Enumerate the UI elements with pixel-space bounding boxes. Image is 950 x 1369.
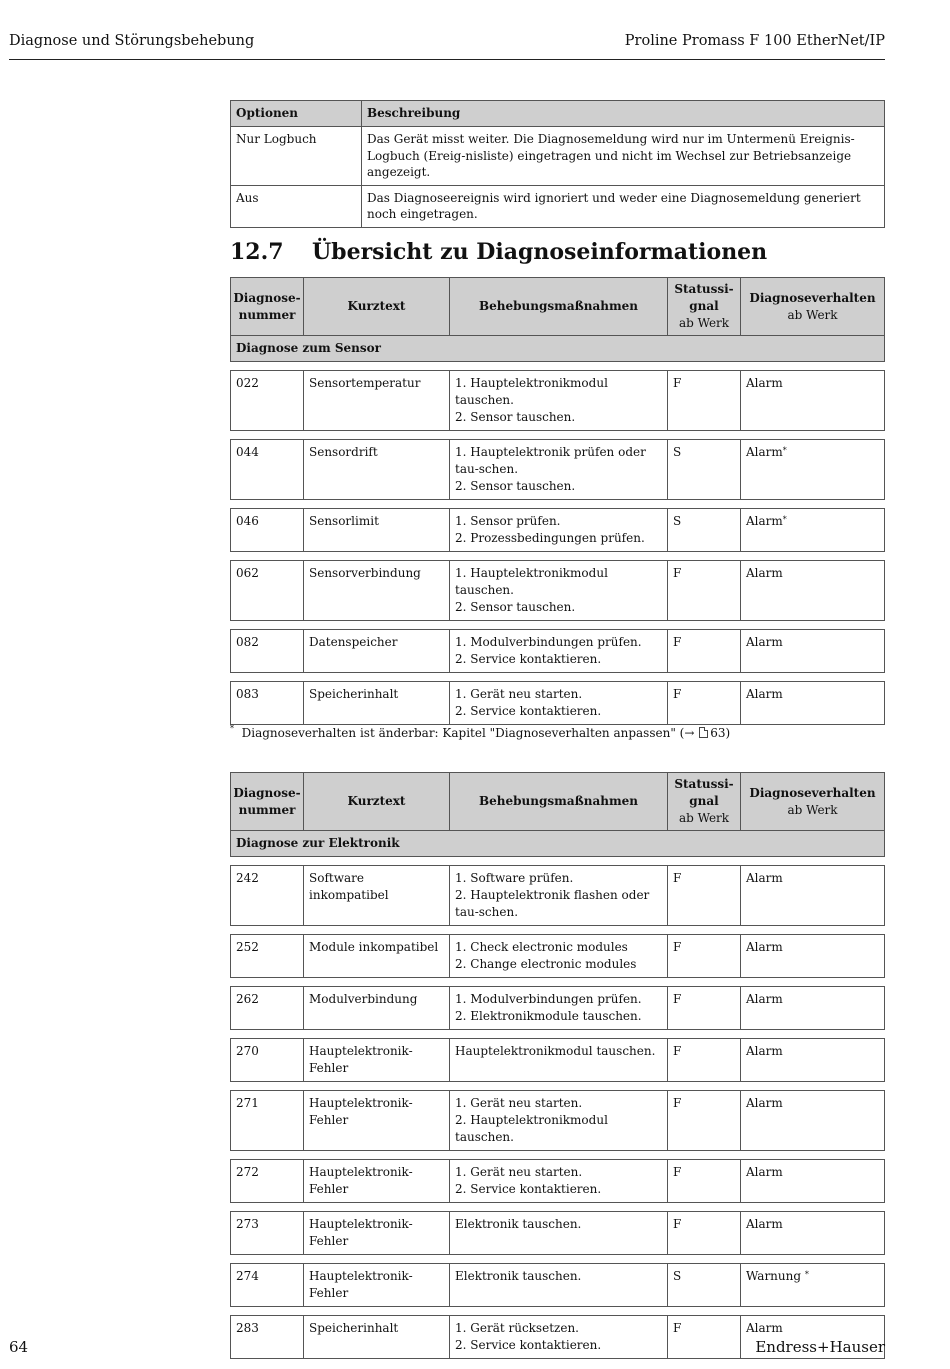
table-row	[231, 561, 885, 621]
row-spacer	[231, 500, 885, 509]
diagnostic-behavior: Alarm	[741, 371, 885, 431]
diagnosis-number: 082	[231, 630, 304, 673]
table-row	[231, 935, 885, 978]
row-spacer	[231, 857, 885, 866]
diagnostic-behavior: Alarm	[741, 1160, 885, 1203]
arrow-right-icon: →	[684, 726, 695, 740]
diagnosis-number: 274	[231, 1264, 304, 1307]
status-signal: F	[668, 630, 741, 673]
row-spacer	[231, 552, 885, 561]
short-text: Speicherinhalt	[304, 1316, 450, 1359]
remedy: 1. Check electronic modules 2. Change electronic modules	[450, 935, 668, 978]
header-remedy: Behebungsmaßnahmen	[450, 278, 668, 336]
table-row	[231, 987, 885, 1030]
status-signal: F	[668, 866, 741, 926]
header-diagnostic-behavior: Diagnoseverhalten ab Werk	[741, 773, 885, 831]
remedy: 1. Gerät neu starten. 2. Service kontaktieren.	[450, 1160, 668, 1203]
diag-table-header	[231, 278, 885, 336]
remedy: Hauptelektronikmodul tauschen.	[450, 1039, 668, 1082]
diagnosis-number: 083	[231, 682, 304, 725]
section-heading	[230, 239, 767, 265]
short-text: Module inkompatibel	[304, 935, 450, 978]
header-diagnosis-number: Diagnose- nummer	[231, 773, 304, 831]
row-spacer	[231, 673, 885, 682]
remedy: 1. Gerät rücksetzen. 2. Service kontaktieren.	[450, 1316, 668, 1359]
diagnostic-behavior: Alarm	[741, 1091, 885, 1151]
status-signal: S	[668, 509, 741, 552]
diag-table-header	[231, 773, 885, 831]
diagnostic-behavior: Alarm	[741, 630, 885, 673]
row-spacer	[231, 1151, 885, 1160]
short-text: Sensorlimit	[304, 509, 450, 552]
remedy: 1. Sensor prüfen. 2. Prozessbedingungen prüfen.	[450, 509, 668, 552]
short-text: Hauptelektronik-Fehler	[304, 1264, 450, 1307]
diagnosis-number: 252	[231, 935, 304, 978]
short-text: Datenspeicher	[304, 630, 450, 673]
footnote-close: )	[725, 726, 731, 740]
row-spacer	[231, 1307, 885, 1316]
status-signal: F	[668, 1160, 741, 1203]
diagnosis-number: 022	[231, 371, 304, 431]
status-signal: F	[668, 561, 741, 621]
diagnostic-behavior: Alarm	[741, 866, 885, 926]
header-remedy: Behebungsmaßnahmen	[450, 773, 668, 831]
diagnostic-behavior: Alarm	[741, 935, 885, 978]
header-diagnostic-behavior: Diagnoseverhalten ab Werk	[741, 278, 885, 336]
row-spacer	[231, 1030, 885, 1039]
diagnostic-behavior: Alarm*	[741, 509, 885, 552]
diagnostic-behavior: Alarm*	[741, 440, 885, 500]
header-status-signal: Statussi- gnal ab Werk	[668, 773, 741, 831]
remedy: 1. Gerät neu starten. 2. Hauptelektronikmodul tauschen.	[450, 1091, 668, 1151]
table-row	[231, 682, 885, 725]
remedy: Elektronik tauschen.	[450, 1212, 668, 1255]
short-text: Hauptelektronik-Fehler	[304, 1091, 450, 1151]
status-signal: F	[668, 1039, 741, 1082]
table-row	[231, 127, 885, 186]
header-short-text: Kurztext	[304, 278, 450, 336]
remedy: 1. Gerät neu starten. 2. Service kontaktieren.	[450, 682, 668, 725]
category-row	[231, 336, 885, 362]
sensor-diagnostics-table	[230, 277, 885, 725]
footnote-mark: *	[804, 1270, 809, 1279]
status-signal: F	[668, 987, 741, 1030]
status-signal: F	[668, 1212, 741, 1255]
header-status-signal: Statussi- gnal ab Werk	[668, 278, 741, 336]
option-description: Das Diagnoseereignis wird ignoriert und weder eine Diagnosemeldung generiert noch eingetragen.	[362, 185, 885, 227]
category-row	[231, 831, 885, 857]
footnote-text: Diagnoseverhalten ist änderbar: Kapitel "Diagnoseverhalten anpassen" (	[241, 726, 685, 740]
row-spacer	[231, 431, 885, 440]
status-signal: S	[668, 440, 741, 500]
diagnosis-number: 062	[231, 561, 304, 621]
diagnosis-number: 242	[231, 866, 304, 926]
short-text: Software inkompatibel	[304, 866, 450, 926]
table-row	[231, 1264, 885, 1307]
chapter-title: Diagnose und Störungsbehebung	[9, 33, 255, 49]
diagnosis-number: 283	[231, 1316, 304, 1359]
short-text: Sensortemperatur	[304, 371, 450, 431]
remedy: 1. Modulverbindungen prüfen. 2. Service kontaktieren.	[450, 630, 668, 673]
short-text: Hauptelektronik-Fehler	[304, 1160, 450, 1203]
section-title: Übersicht zu Diagnoseinformationen	[312, 239, 768, 265]
diagnosis-number: 046	[231, 509, 304, 552]
remedy: 1. Hauptelektronik prüfen oder tau-schen. 2. Sensor tauschen.	[450, 440, 668, 500]
row-spacer	[231, 926, 885, 935]
diagnostic-behavior: Alarm	[741, 682, 885, 725]
row-spacer	[231, 621, 885, 630]
options-table-header	[231, 101, 885, 127]
option-name: Nur Logbuch	[231, 127, 362, 186]
remedy: 1. Software prüfen. 2. Hauptelektronik flashen oder tau-schen.	[450, 866, 668, 926]
category-label: Diagnose zum Sensor	[231, 336, 885, 362]
status-signal: S	[668, 1264, 741, 1307]
diagnosis-number: 262	[231, 987, 304, 1030]
short-text: Modulverbindung	[304, 987, 450, 1030]
row-spacer	[231, 978, 885, 987]
options-table	[230, 100, 885, 228]
table-row	[231, 440, 885, 500]
brand-name: Endress+Hauser	[755, 1338, 885, 1356]
table-row	[231, 1091, 885, 1151]
option-name: Aus	[231, 185, 362, 227]
diagnosis-number: 270	[231, 1039, 304, 1082]
diagnosis-number: 044	[231, 440, 304, 500]
table-row	[231, 371, 885, 431]
row-spacer	[231, 1255, 885, 1264]
remedy: Elektronik tauschen.	[450, 1264, 668, 1307]
remedy: 1. Modulverbindungen prüfen. 2. Elektronikmodule tauschen.	[450, 987, 668, 1030]
diagnostic-behavior: Alarm	[741, 561, 885, 621]
footnote-mark: *	[230, 724, 234, 733]
diagnosis-number: 272	[231, 1160, 304, 1203]
header-diagnosis-number: Diagnose- nummer	[231, 278, 304, 336]
diagnostic-behavior: Warnung *	[741, 1264, 885, 1307]
diagnosis-number: 271	[231, 1091, 304, 1151]
short-text: Sensorverbindung	[304, 561, 450, 621]
electronics-diagnostics-table	[230, 772, 885, 1359]
row-spacer	[231, 1203, 885, 1212]
diagnostic-behavior: Alarm	[741, 1316, 885, 1359]
page-number: 64	[9, 1338, 29, 1356]
page-reference-icon	[699, 727, 708, 738]
diagnosis-number: 273	[231, 1212, 304, 1255]
options-header-description: Beschreibung	[362, 101, 885, 127]
short-text: Speicherinhalt	[304, 682, 450, 725]
short-text: Sensordrift	[304, 440, 450, 500]
footnote-mark: *	[782, 515, 787, 524]
short-text: Hauptelektronik-Fehler	[304, 1212, 450, 1255]
footnote-page-ref[interactable]: 63	[710, 726, 726, 740]
row-spacer	[231, 1082, 885, 1091]
table-row	[231, 866, 885, 926]
status-signal: F	[668, 1316, 741, 1359]
table-row	[231, 1212, 885, 1255]
product-title: Proline Promass F 100 EtherNet/IP	[624, 33, 885, 49]
diagnostic-behavior: Alarm	[741, 1212, 885, 1255]
table-row	[231, 509, 885, 552]
short-text: Hauptelektronik-Fehler	[304, 1039, 450, 1082]
option-description: Das Gerät misst weiter. Die Diagnosemeldung wird nur im Untermenü Ereignis-Logbuch (Ereig-nisliste) eingetragen und nicht im Wechsel zur Betriebsanzeige angezeigt.	[362, 127, 885, 186]
category-label: Diagnose zur Elektronik	[231, 831, 885, 857]
page-header	[9, 30, 885, 60]
options-header-option: Optionen	[231, 101, 362, 127]
status-signal: F	[668, 1091, 741, 1151]
table-row	[231, 185, 885, 227]
header-short-text: Kurztext	[304, 773, 450, 831]
diagnostic-behavior: Alarm	[741, 1039, 885, 1082]
footnote	[230, 726, 730, 740]
status-signal: F	[668, 935, 741, 978]
status-signal: F	[668, 682, 741, 725]
table-row	[231, 1039, 885, 1082]
row-spacer	[231, 362, 885, 371]
table-row	[231, 1160, 885, 1203]
remedy: 1. Hauptelektronikmodul tauschen. 2. Sensor tauschen.	[450, 561, 668, 621]
section-number: 12.7	[230, 239, 284, 265]
table-row	[231, 630, 885, 673]
status-signal: F	[668, 371, 741, 431]
footnote-mark: *	[782, 446, 787, 455]
diagnostic-behavior: Alarm	[741, 987, 885, 1030]
remedy: 1. Hauptelektronikmodul tauschen. 2. Sensor tauschen.	[450, 371, 668, 431]
